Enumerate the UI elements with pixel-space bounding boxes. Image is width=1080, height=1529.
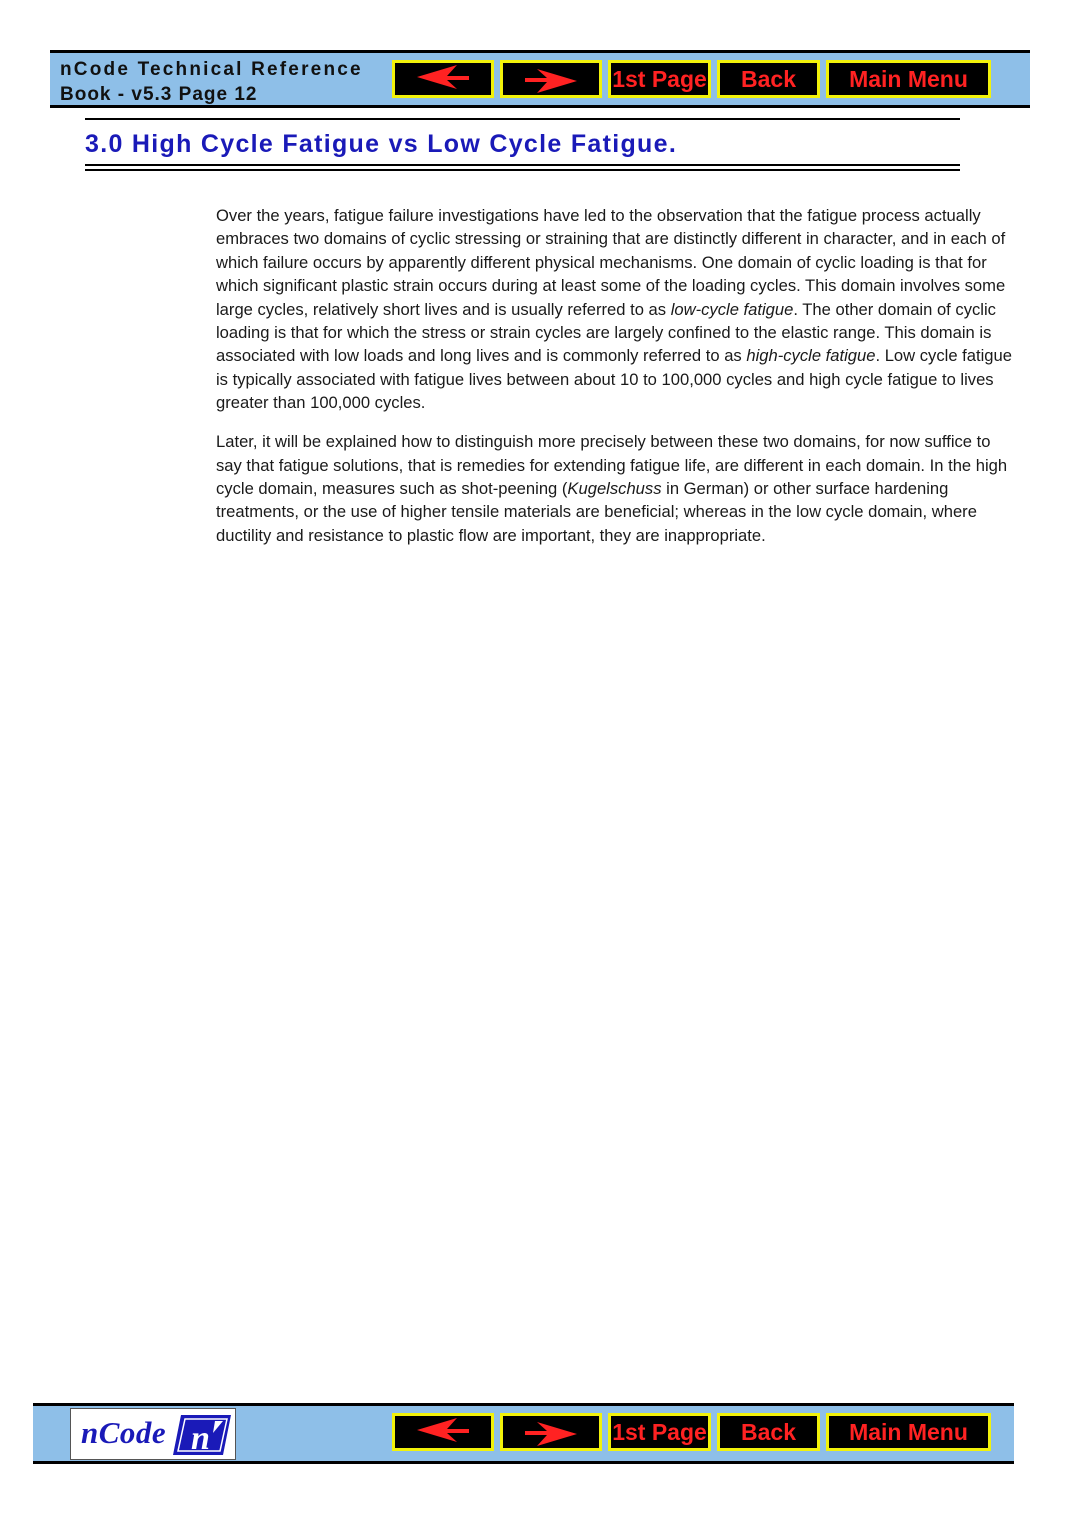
bottom-navigation-bar [33, 1403, 1014, 1464]
document-title-line2: Book - v5.3 Page 12 [60, 84, 258, 105]
ncode-logo [70, 1408, 236, 1460]
paragraph-1-part-c: . Low cycle fatigue is typically associated with fatigue lives between about 10 to 100,000 cycles and high cycle fatigue to lives greater than 100,000 cycles. [216, 346, 1012, 413]
ncode-logo-mark-icon [171, 1413, 233, 1457]
right-arrow-icon [521, 63, 581, 95]
paragraph-2 [216, 430, 1016, 547]
section-title: 3.0 High Cycle Fatigue vs Low Cycle Fatigue. [85, 130, 678, 158]
left-arrow-icon [413, 63, 473, 95]
logo-mark-letter: n [191, 1420, 210, 1457]
paragraph-1-part-b: . The other domain of cyclic loading is that for which the stress or strain cycles are largely confined to the elastic range. This domain is associated with low loads and long lives and is commonly referred to as [216, 299, 996, 366]
document-title [60, 57, 363, 107]
heading-bottom-rule [85, 164, 960, 166]
term-high-cycle-fatigue: high-cycle fatigue [746, 346, 876, 366]
first-page-button[interactable]: 1st Page [608, 60, 711, 98]
previous-page-button-bottom[interactable] [392, 1413, 494, 1451]
top-navigation-bar [50, 50, 1030, 108]
paragraph-1 [216, 204, 1016, 415]
right-arrow-icon [521, 1416, 581, 1448]
main-menu-button[interactable]: Main Menu [826, 60, 991, 98]
first-page-button-bottom[interactable]: 1st Page [608, 1413, 711, 1451]
document-title-line1: nCode Technical Reference [60, 59, 363, 80]
heading-bottom-rule-double [85, 169, 960, 171]
logo-text: nCode [81, 1415, 167, 1450]
next-page-button-bottom[interactable] [500, 1413, 602, 1451]
paragraph-2-part-b: in German) or other surface hardening treatments, or the use of higher tensile materials are beneficial; whereas in the low cycle domain, where ductility and resistance to plastic flow are important, they are inappropriate. [216, 478, 977, 545]
back-button[interactable]: Back [717, 60, 820, 98]
term-low-cycle-fatigue: low-cycle fatigue [670, 299, 794, 319]
term-kugelschuss: Kugelschuss [567, 478, 662, 498]
body-text [216, 204, 1016, 563]
paragraph-1-part-a: Over the years, fatigue failure investigations have led to the observation that the fatigue process actually embraces two domains of cyclic stressing or straining that are distinctly different in character, and in each of which failure occurs by apparently different physical mechanisms. One domain of cyclic loading is that for which significant plastic strain occurs during at least some of the loading cycles. This domain involves some large cycles, relatively short lives and is usually referred to as [216, 206, 1006, 319]
left-arrow-icon [413, 1416, 473, 1448]
next-page-button[interactable] [500, 60, 602, 98]
previous-page-button[interactable] [392, 60, 494, 98]
heading-top-rule [85, 118, 960, 120]
paragraph-2-part-a: Later, it will be explained how to distinguish more precisely between these two domains, for now suffice to say that fatigue solutions, that is remedies for extending fatigue life, are different in each domain. In the high cycle domain, measures such as shot-peening ( [216, 432, 1008, 498]
back-button-bottom[interactable]: Back [717, 1413, 820, 1451]
main-menu-button-bottom[interactable]: Main Menu [826, 1413, 991, 1451]
